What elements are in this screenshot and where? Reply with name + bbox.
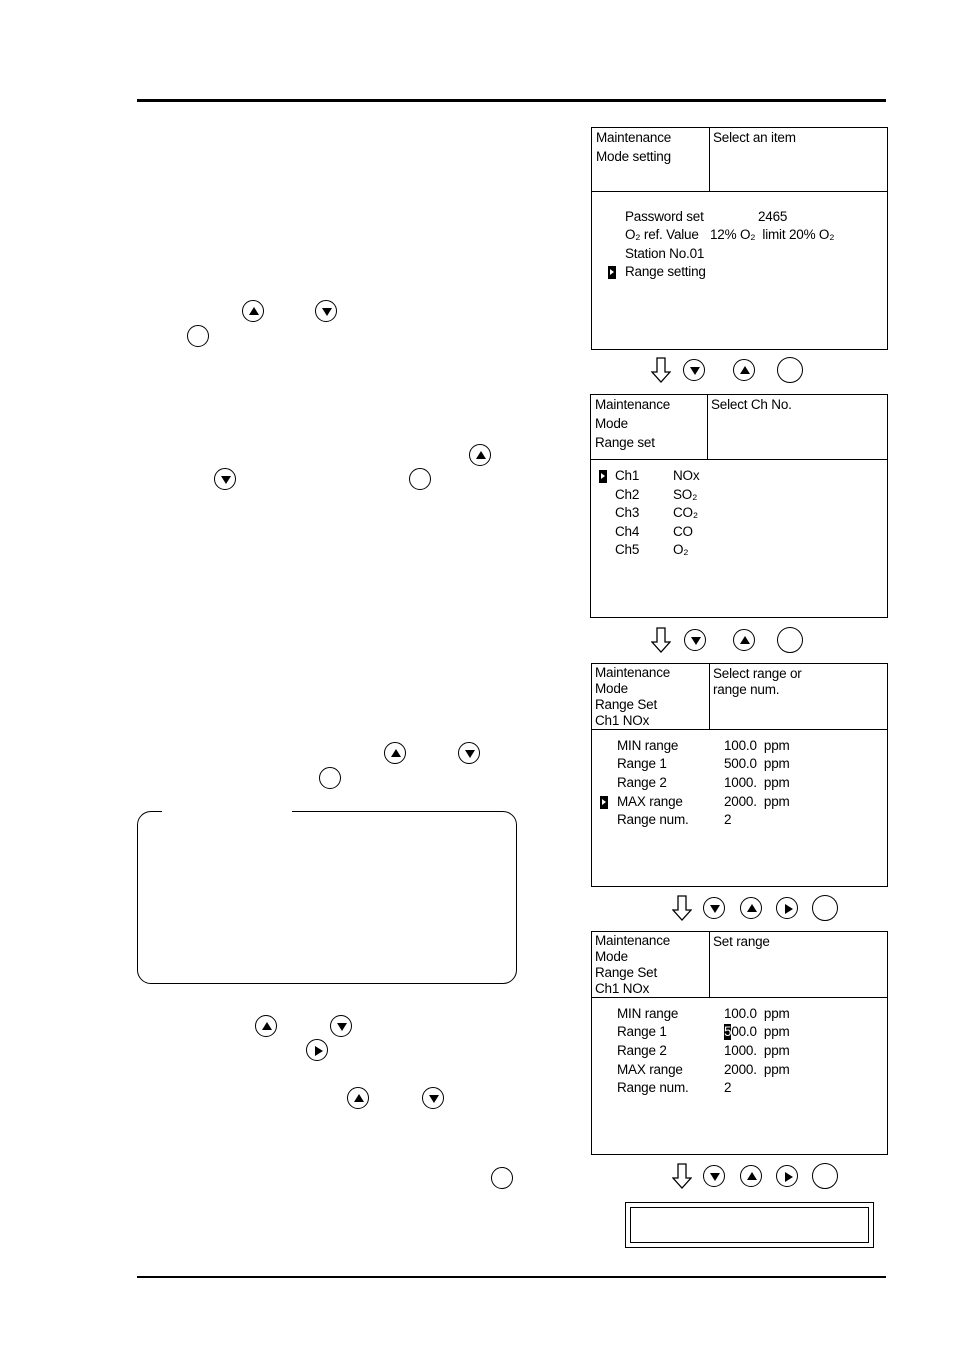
- screen-header-subtitle: Mode: [595, 681, 628, 696]
- channel-label: Ch1: [615, 468, 640, 483]
- range-value: 1000. ppm: [724, 1043, 790, 1058]
- range-label: MIN range: [617, 1006, 679, 1021]
- range-label: MAX range: [617, 794, 683, 809]
- screen-header-title: Maintenance: [596, 130, 672, 145]
- flow-arrow-icon: [651, 357, 671, 383]
- result-box: [625, 1202, 874, 1248]
- down-key-icon: [330, 1015, 352, 1037]
- screen-header-subtitle: Mode: [595, 949, 628, 964]
- screen-range-set-channel: [590, 394, 888, 618]
- range-value: 100.0 ppm: [724, 1006, 790, 1021]
- flow-arrow-icon: [651, 627, 671, 653]
- up-key-icon: [469, 444, 491, 466]
- range-value: 2: [724, 1080, 732, 1095]
- screen-header-subtitle: Range Set: [595, 697, 657, 712]
- menu-item-label: Station No.01: [625, 246, 705, 261]
- channel-label: Ch5: [615, 542, 640, 557]
- screen-set-range: [591, 931, 888, 1155]
- range-value: 2000. ppm: [724, 794, 790, 809]
- up-key-icon: [733, 359, 755, 381]
- cursor-icon: [599, 470, 607, 483]
- up-key-icon: [733, 629, 755, 651]
- down-key-icon: [315, 300, 337, 322]
- menu-item-value: 12% O₂ limit 20% O₂: [710, 227, 835, 242]
- right-key-icon: [306, 1039, 328, 1061]
- screen-header-title: Maintenance: [595, 665, 671, 680]
- enter-key-icon: [777, 357, 803, 383]
- enter-key-icon: [812, 1163, 838, 1189]
- down-key-icon: [458, 742, 480, 764]
- enter-key-icon: [812, 895, 838, 921]
- cursor-icon: [600, 796, 608, 809]
- screen-header-subtitle: Range Set: [595, 965, 657, 980]
- down-key-icon: [683, 359, 705, 381]
- range-label: Range 1: [617, 1024, 667, 1039]
- footer-rule: [137, 1276, 886, 1278]
- screen-header-subtitle: Mode setting: [596, 149, 671, 164]
- down-key-icon: [422, 1087, 444, 1109]
- screen-select-range: [591, 663, 888, 887]
- screen-prompt: Select an item: [713, 130, 796, 145]
- up-key-icon: [740, 897, 762, 919]
- up-key-icon: [255, 1015, 277, 1037]
- range-label: MAX range: [617, 1062, 683, 1077]
- range-label: Range num.: [617, 812, 689, 827]
- range-value: 2000. ppm: [724, 1062, 790, 1077]
- screen-header-title: Maintenance: [595, 397, 671, 412]
- enter-key-icon: [409, 468, 431, 490]
- right-key-icon: [776, 897, 798, 919]
- range-value: 2: [724, 812, 732, 827]
- range-label: Range 1: [617, 756, 667, 771]
- down-key-icon: [684, 629, 706, 651]
- enter-key-icon: [319, 767, 341, 789]
- screen-header-title: Maintenance: [595, 933, 671, 948]
- screen-header-subtitle: Range set: [595, 435, 655, 450]
- menu-item-label: Password set: [625, 209, 704, 224]
- down-key-icon: [214, 468, 236, 490]
- note-box: [137, 811, 517, 984]
- range-value: 500.0 ppm: [724, 756, 790, 771]
- range-value-rest: 00.0 ppm: [731, 1024, 790, 1039]
- range-value: 1000. ppm: [724, 775, 790, 790]
- channel-label: Ch4: [615, 524, 640, 539]
- range-label: MIN range: [617, 738, 679, 753]
- range-label: Range 2: [617, 1043, 667, 1058]
- screen-header-subtitle: Mode: [595, 416, 628, 431]
- cursor-icon: [608, 266, 616, 279]
- up-key-icon: [242, 300, 264, 322]
- right-key-icon: [776, 1165, 798, 1187]
- screen-prompt: Set range: [713, 934, 770, 949]
- up-key-icon: [740, 1165, 762, 1187]
- edit-cursor: 5: [724, 1024, 732, 1039]
- down-key-icon: [703, 1165, 725, 1187]
- channel-gas: CO: [673, 524, 693, 539]
- screen-prompt: Select Ch No.: [711, 397, 792, 412]
- up-key-icon: [347, 1087, 369, 1109]
- range-value-editing: [724, 1024, 790, 1040]
- range-label: Range num.: [617, 1080, 689, 1095]
- up-key-icon: [384, 742, 406, 764]
- menu-item-label: Range setting: [625, 264, 706, 279]
- channel-label: Ch2: [615, 487, 640, 502]
- channel-gas: SO₂: [673, 487, 698, 502]
- channel-gas: O₂: [673, 542, 689, 557]
- screen-mode-setting: [591, 127, 888, 350]
- enter-key-icon: [491, 1167, 513, 1189]
- range-label: Range 2: [617, 775, 667, 790]
- range-value: 100.0 ppm: [724, 738, 790, 753]
- menu-item-value: 2465: [758, 209, 788, 224]
- screen-prompt: Select range or: [713, 666, 802, 681]
- down-key-icon: [703, 897, 725, 919]
- flow-arrow-icon: [672, 895, 692, 921]
- screen-prompt: range num.: [713, 682, 780, 697]
- channel-gas: CO₂: [673, 505, 698, 520]
- flow-arrow-icon: [672, 1163, 692, 1189]
- screen-header-subtitle: Ch1 NOx: [595, 981, 650, 996]
- enter-key-icon: [777, 627, 803, 653]
- channel-label: Ch3: [615, 505, 640, 520]
- enter-key-icon: [187, 325, 209, 347]
- screen-header-subtitle: Ch1 NOx: [595, 713, 650, 728]
- channel-gas: NOx: [673, 468, 700, 483]
- menu-item-label: O₂ ref. Value: [625, 227, 699, 242]
- header-rule: [137, 99, 886, 102]
